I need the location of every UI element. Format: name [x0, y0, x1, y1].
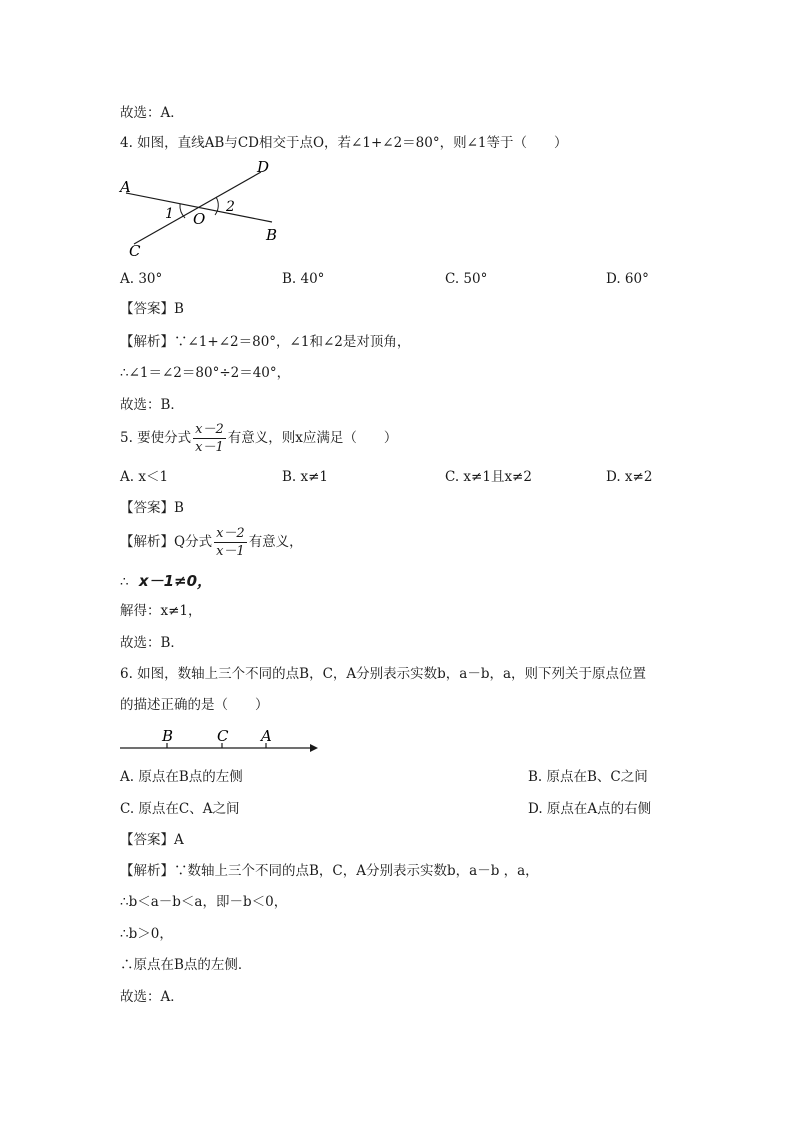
- q6-option-c[interactable]: C. 原点在C、A之间: [120, 801, 240, 817]
- q5-option-c[interactable]: C. x≠1且x≠2: [445, 469, 532, 485]
- line-cd: [134, 172, 261, 244]
- q6-option-b[interactable]: B. 原点在B、C之间: [528, 769, 648, 785]
- label-angle-2: 2: [226, 199, 235, 215]
- q4-stem: 4. 如图，直线AB与CD相交于点O，若∠1+∠2＝80°，则∠1等于（ ）: [120, 135, 568, 151]
- label-b: B: [266, 226, 278, 244]
- previous-conclusion: 故选：A．: [120, 105, 184, 121]
- q6-options-row-1: [120, 768, 680, 786]
- q5-step-2: 解得：x≠1，: [120, 603, 202, 619]
- therefore-symbol: ∴: [120, 574, 129, 590]
- q4-option-c[interactable]: C. 50°: [445, 271, 488, 287]
- q5-analysis: [120, 524, 303, 560]
- q4-analysis: 【解析】∵∠1+∠2＝80°，∠1和∠2是对顶角，: [120, 334, 411, 350]
- q5-option-a[interactable]: A. x＜1: [120, 469, 169, 485]
- q6-analysis: 【解析】∵数轴上三个不同的点B，C，A分别表示实数b，a－b ，a，: [120, 863, 539, 879]
- point-b-label: B: [162, 727, 174, 745]
- q5-stem-before: 5. 要使分式: [120, 430, 192, 446]
- q4-option-a[interactable]: A. 30°: [120, 271, 163, 287]
- point-c-label: C: [217, 727, 229, 745]
- q5-analysis-fraction-numerator: x－2: [216, 526, 245, 541]
- q5-answer: 【答案】B: [120, 500, 184, 516]
- label-c: C: [129, 242, 141, 260]
- q6-option-a[interactable]: A. 原点在B点的左侧: [120, 769, 243, 785]
- q5-analysis-fraction: [214, 525, 247, 560]
- q5-step-1: x－1≠0，: [138, 572, 213, 590]
- q6-number-line-figure: [118, 726, 322, 758]
- axis-arrow-icon: [310, 744, 318, 752]
- q5-analysis-before: 【解析】Q分式: [120, 534, 213, 550]
- q4-conclusion: 故选：B．: [120, 397, 184, 413]
- q6-stem-line-2: 的描述正确的是（ ）: [120, 697, 269, 713]
- q4-step-1: ∴∠1＝∠2＝80°÷2＝40°，: [120, 365, 291, 381]
- q4-option-b[interactable]: B. 40°: [282, 271, 325, 287]
- label-d: D: [257, 158, 270, 176]
- q6-stem-line-1: 6. 如图，数轴上三个不同的点B，C，A分别表示实数b，a－b，a，则下列关于原点位置: [120, 666, 647, 682]
- q5-step-1-line: [120, 572, 212, 591]
- q5-option-d[interactable]: D. x≠2: [606, 469, 653, 485]
- q5-fraction-numerator: x－2: [195, 422, 224, 437]
- q4-options: [120, 270, 680, 288]
- q5-options: [120, 468, 680, 486]
- point-a-label: A: [261, 727, 272, 745]
- q5-stem-after: 有意义，则x应满足（ ）: [227, 430, 398, 446]
- angle-2-arc: [215, 197, 218, 215]
- q6-option-d[interactable]: D. 原点在A点的右侧: [528, 801, 652, 817]
- label-a: A: [120, 178, 131, 196]
- label-o: O: [193, 210, 206, 228]
- q6-conclusion: 故选：A．: [120, 989, 184, 1005]
- q6-answer: 【答案】A: [120, 832, 184, 848]
- q5-conclusion: 故选：B．: [120, 635, 184, 651]
- q5-stem: [120, 420, 397, 456]
- q4-answer: 【答案】B: [120, 301, 184, 317]
- q5-option-b[interactable]: B. x≠1: [282, 469, 329, 485]
- q6-step-1: ∴b＜a－b＜a，即－b＜0，: [120, 894, 288, 910]
- label-angle-1: 1: [165, 206, 174, 222]
- q5-analysis-fraction-denominator: x－1: [216, 544, 245, 559]
- q5-fraction-denominator: x－1: [195, 440, 224, 455]
- q4-intersecting-lines-figure: [114, 156, 284, 260]
- q4-option-d[interactable]: D. 60°: [606, 271, 649, 287]
- q6-options-row-2: [120, 800, 680, 818]
- q6-step-2: ∴b＞0，: [120, 926, 173, 942]
- q5-analysis-after: 有意义，: [248, 534, 303, 550]
- q5-fraction: [193, 421, 226, 456]
- q6-step-3: ∴原点在B点的左侧．: [120, 957, 252, 973]
